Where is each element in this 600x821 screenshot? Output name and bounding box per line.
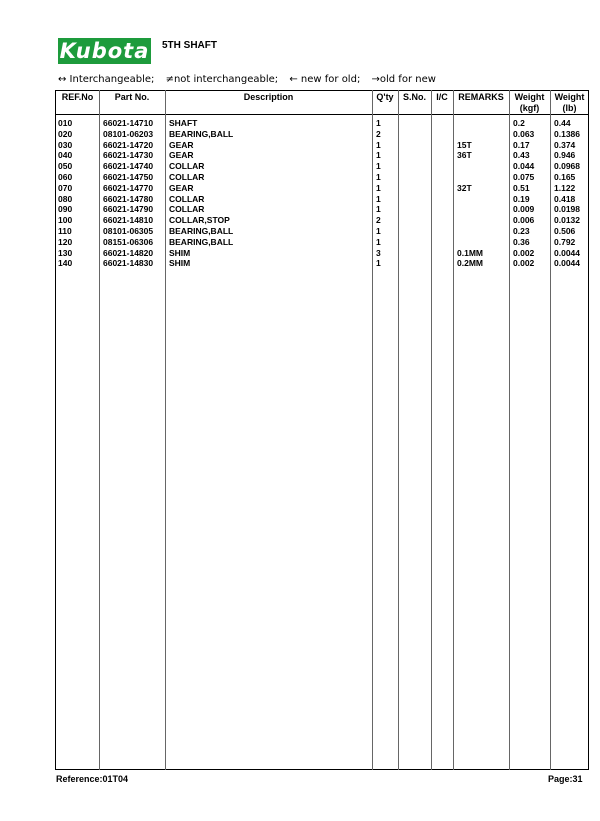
row-qty: 2 bbox=[376, 215, 381, 226]
row-weight-lb: 0.506 bbox=[554, 226, 576, 236]
row-part-no: 08101-06203 bbox=[103, 128, 154, 139]
page-number: Page:31 bbox=[548, 774, 583, 784]
row-part-no: 66021-14710 bbox=[103, 118, 154, 128]
table-row bbox=[0, 150, 600, 161]
table-row bbox=[0, 140, 600, 151]
column-header-ref: REF.No bbox=[61, 92, 94, 102]
row-weight-kgf: 0.002 bbox=[513, 247, 535, 258]
row-weight-kgf: 0.51 bbox=[513, 182, 530, 193]
row-ref: 040 bbox=[58, 150, 73, 161]
row-part-no: 66021-14750 bbox=[103, 172, 154, 182]
row-ref: 030 bbox=[58, 139, 73, 150]
row-ref: 120 bbox=[58, 236, 73, 247]
row-weight-kgf: 0.36 bbox=[513, 236, 530, 247]
row-part-no: 66021-14820 bbox=[103, 247, 154, 258]
row-weight-kgf: 0.2 bbox=[513, 118, 525, 128]
row-ref: 100 bbox=[58, 215, 73, 226]
table-row bbox=[0, 172, 600, 183]
row-weight-kgf: 0.43 bbox=[513, 150, 530, 161]
table-row bbox=[0, 194, 600, 205]
row-weight-kgf: 0.17 bbox=[513, 139, 530, 150]
column-header-sno: S.No. bbox=[402, 92, 426, 102]
row-weight-kgf: 0.063 bbox=[513, 128, 535, 139]
row-weight-lb: 0.0968 bbox=[554, 161, 580, 172]
row-part-no: 66021-14730 bbox=[103, 150, 154, 161]
row-ref: 050 bbox=[58, 161, 73, 172]
row-description: COLLAR bbox=[169, 172, 205, 182]
row-ref: 070 bbox=[58, 182, 73, 193]
row-ref: 130 bbox=[58, 247, 73, 258]
row-ref: 090 bbox=[58, 204, 73, 215]
row-weight-lb: 0.0132 bbox=[554, 215, 580, 226]
row-description: SHIM bbox=[169, 258, 191, 269]
row-part-no: 66021-14810 bbox=[103, 215, 154, 226]
row-remarks: 32T bbox=[457, 182, 472, 193]
row-description: BEARING,BALL bbox=[169, 226, 234, 236]
row-description: GEAR bbox=[169, 182, 194, 193]
row-weight-lb: 0.792 bbox=[554, 236, 576, 247]
legend-interchangeable: ↔ Interchangeable; bbox=[58, 74, 155, 85]
row-weight-lb: 0.374 bbox=[554, 139, 576, 150]
row-weight-kgf: 0.006 bbox=[513, 215, 535, 226]
row-part-no: 66021-14790 bbox=[103, 204, 154, 215]
table-row bbox=[0, 215, 600, 226]
page-title: 5TH SHAFT bbox=[162, 40, 217, 51]
row-remarks: 36T bbox=[457, 150, 472, 161]
table-row bbox=[0, 183, 600, 194]
table-row bbox=[0, 258, 600, 269]
table-row bbox=[0, 248, 600, 259]
table-row bbox=[0, 204, 600, 215]
row-description: BEARING,BALL bbox=[169, 128, 234, 139]
row-remarks: 0.2MM bbox=[457, 258, 483, 269]
row-part-no: 08101-06305 bbox=[103, 226, 154, 236]
row-part-no: 66021-14780 bbox=[103, 193, 154, 204]
row-ref: 080 bbox=[58, 193, 73, 204]
table-row bbox=[0, 226, 600, 237]
legend bbox=[58, 74, 444, 85]
row-description: BEARING,BALL bbox=[169, 236, 234, 247]
row-description: SHIM bbox=[169, 247, 191, 258]
kubota-logo: Kubota bbox=[59, 39, 150, 63]
row-description: GEAR bbox=[169, 150, 194, 161]
row-qty: 1 bbox=[376, 226, 381, 236]
row-weight-kgf: 0.002 bbox=[513, 258, 535, 269]
row-qty: 1 bbox=[376, 193, 381, 204]
row-weight-lb: 0.946 bbox=[554, 150, 576, 161]
row-qty: 1 bbox=[376, 150, 381, 161]
row-qty: 1 bbox=[376, 258, 381, 269]
column-header-remarks: REMARKS bbox=[458, 92, 504, 102]
row-part-no: 08151-06306 bbox=[103, 236, 154, 247]
column-header-part: Part No. bbox=[114, 92, 150, 102]
row-weight-lb: 1.122 bbox=[554, 182, 576, 193]
column-header-weight-lb: Weight (lb) bbox=[554, 92, 585, 113]
row-weight-lb: 0.0198 bbox=[554, 204, 580, 215]
row-weight-lb: 0.1386 bbox=[554, 128, 580, 139]
legend-new-for-old: ← new for old; bbox=[289, 74, 361, 85]
row-ref: 010 bbox=[58, 118, 73, 128]
row-weight-lb: 0.165 bbox=[554, 172, 576, 182]
row-qty: 1 bbox=[376, 182, 381, 193]
row-remarks: 15T bbox=[457, 139, 472, 150]
row-weight-lb: 0.0044 bbox=[554, 258, 580, 269]
row-qty: 1 bbox=[376, 139, 381, 150]
row-description: COLLAR bbox=[169, 161, 205, 172]
reference-label: Reference:01T04 bbox=[56, 774, 129, 784]
legend-old-for-new: →old for new bbox=[371, 74, 436, 85]
row-weight-lb: 0.0044 bbox=[554, 247, 580, 258]
row-description: COLLAR bbox=[169, 193, 205, 204]
row-qty: 1 bbox=[376, 118, 381, 128]
row-weight-lb: 0.418 bbox=[554, 193, 576, 204]
row-ref: 140 bbox=[58, 258, 73, 269]
row-weight-kgf: 0.009 bbox=[513, 204, 535, 215]
row-qty: 1 bbox=[376, 161, 381, 172]
row-part-no: 66021-14720 bbox=[103, 139, 154, 150]
row-weight-kgf: 0.23 bbox=[513, 226, 530, 236]
column-header-ic: I/C bbox=[436, 92, 448, 102]
row-weight-lb: 0.44 bbox=[554, 118, 571, 128]
row-ref: 060 bbox=[58, 172, 73, 182]
row-description: SHAFT bbox=[169, 118, 198, 128]
row-weight-kgf: 0.075 bbox=[513, 172, 535, 182]
table-row bbox=[0, 161, 600, 172]
row-description: COLLAR,STOP bbox=[169, 215, 230, 226]
row-remarks: 0.1MM bbox=[457, 247, 483, 258]
row-weight-kgf: 0.19 bbox=[513, 193, 530, 204]
row-description: GEAR bbox=[169, 139, 194, 150]
row-ref: 110 bbox=[58, 226, 72, 236]
table-row bbox=[0, 129, 600, 140]
row-weight-kgf: 0.044 bbox=[513, 161, 535, 172]
row-qty: 1 bbox=[376, 204, 381, 215]
row-ref: 020 bbox=[58, 128, 73, 139]
table-row bbox=[0, 237, 600, 248]
row-qty: 2 bbox=[376, 128, 381, 139]
row-part-no: 66021-14740 bbox=[103, 161, 154, 172]
row-qty: 3 bbox=[376, 247, 381, 258]
row-qty: 1 bbox=[376, 236, 381, 247]
row-part-no: 66021-14830 bbox=[103, 258, 154, 269]
column-header-description: Description bbox=[243, 92, 294, 102]
table-row bbox=[0, 118, 600, 129]
row-qty: 1 bbox=[376, 172, 381, 182]
column-header-qty: Q'ty bbox=[376, 92, 394, 102]
legend-not-interchangeable: ≠not interchangeable; bbox=[165, 74, 279, 85]
row-part-no: 66021-14770 bbox=[103, 182, 154, 193]
column-header-weight-kgf: Weight (kgf) bbox=[514, 92, 545, 113]
row-description: COLLAR bbox=[169, 204, 205, 215]
